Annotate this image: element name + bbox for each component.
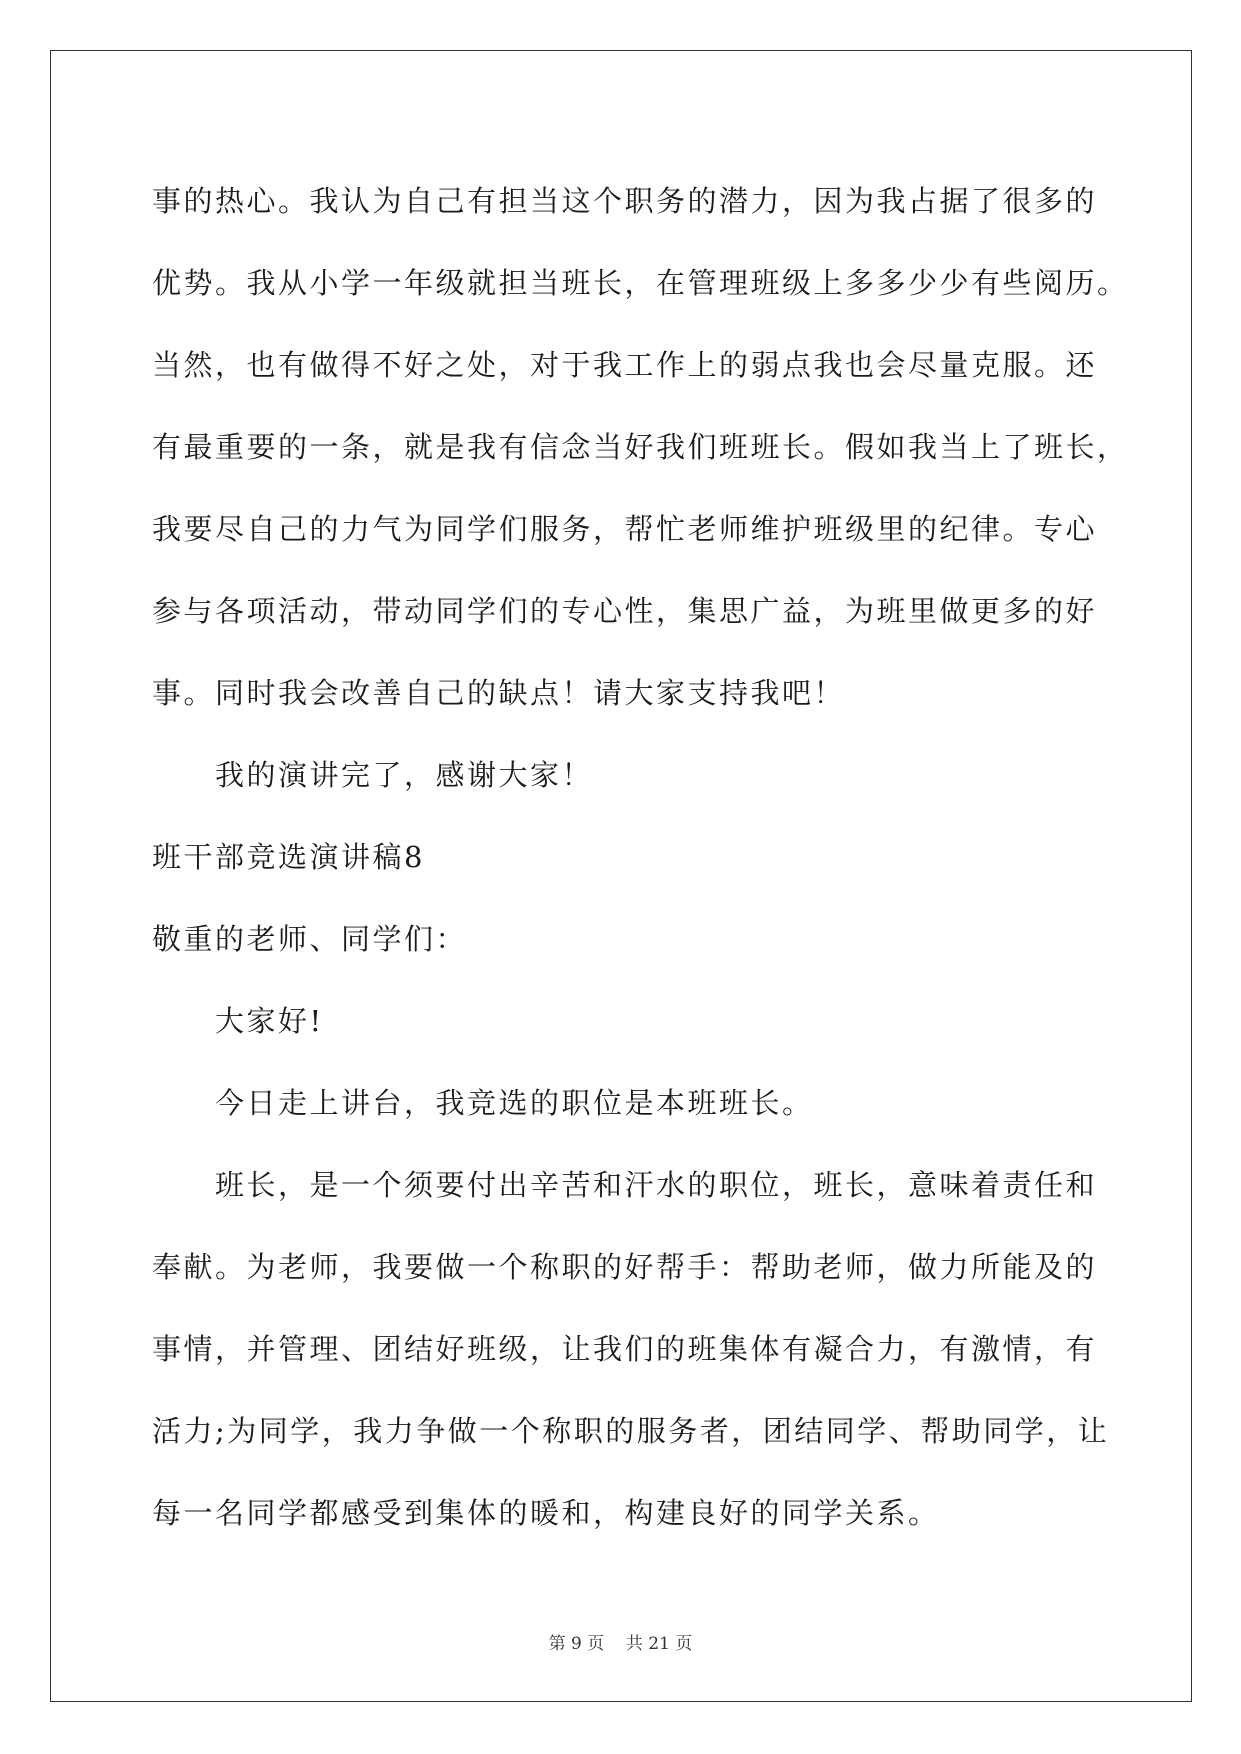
text-line: 事的热心。我认为自己有担当这个职务的潜力，因为我占据了很多的: [152, 184, 1098, 218]
text-line: 有最重要的一条，就是我有信念当好我们班班长。假如我当上了班长，: [152, 430, 1129, 464]
text-line: 班长，是一个须要付出辛苦和汗水的职位，班长，意味着责任和: [215, 1168, 1098, 1202]
text-line: 事。同时我会改善自己的缺点！请大家支持我吧！: [152, 676, 846, 710]
text-line: 优势。我从小学一年级就担当班长，在管理班级上多多少少有些阅历。: [152, 266, 1129, 300]
text-line: 活力;为同学，我力争做一个称职的服务者，团结同学、帮助同学，让: [152, 1414, 1110, 1448]
page-number-footer: 第 9 页 共 21 页: [548, 1634, 693, 1654]
text-line: 今日走上讲台，我竞选的职位是本班班长。: [215, 1086, 814, 1120]
text-line: 事情，并管理、团结好班级，让我们的班集体有凝合力，有激情，有: [152, 1332, 1098, 1366]
text-line: 参与各项活动，带动同学们的专心性，集思广益，为班里做更多的好: [152, 594, 1098, 628]
section-heading: 班干部竞选演讲稿8: [152, 840, 425, 874]
text-line: 我要尽自己的力气为同学们服务，帮忙老师维护班级里的纪律。专心: [152, 512, 1098, 546]
text-line: 奉献。为老师，我要做一个称职的好帮手：帮助老师，做力所能及的: [152, 1250, 1098, 1284]
salutation: 敬重的老师、同学们：: [152, 922, 468, 956]
text-line: 当然，也有做得不好之处，对于我工作上的弱点我也会尽量克服。还: [152, 348, 1098, 382]
text-line: 我的演讲完了，感谢大家！: [215, 758, 594, 792]
document-body: [152, 160, 1129, 1554]
greeting: 大家好!: [215, 1004, 324, 1038]
text-line: 每一名同学都感受到集体的暖和，构建良好的同学关系。: [152, 1496, 940, 1530]
